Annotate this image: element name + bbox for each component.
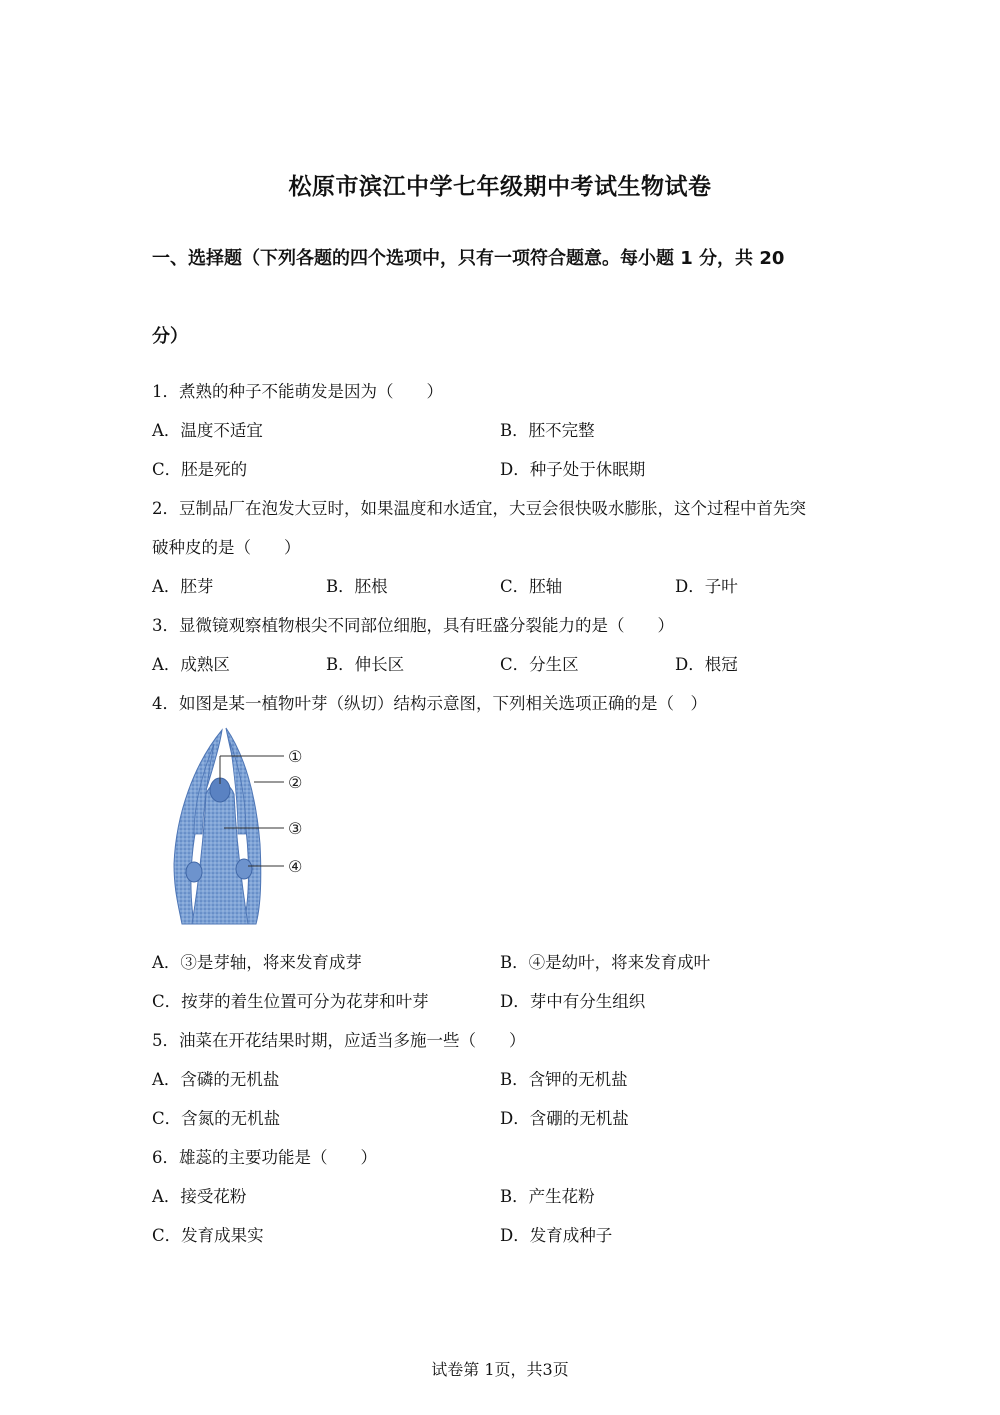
question-5-option-a[interactable]: A．含磷的无机盐 [152, 1070, 280, 1089]
question-2-option-d[interactable]: D．子叶 [675, 577, 738, 596]
question-2-option-b[interactable]: B．胚根 [326, 577, 388, 596]
question-3-option-a[interactable]: A．成熟区 [152, 655, 230, 674]
question-5-option-d[interactable]: D．含硼的无机盐 [500, 1109, 629, 1128]
figure-label-3: ③ [288, 819, 303, 838]
question-5-stem: 5．油菜在开花结果时期，应适当多施一些（ ） [152, 1031, 526, 1050]
question-1-option-c[interactable]: C．胚是死的 [152, 460, 248, 479]
figure-label-1: ① [288, 747, 303, 766]
question-5-option-b[interactable]: B．含钾的无机盐 [500, 1070, 628, 1089]
question-4-option-c[interactable]: C．按芽的着生位置可分为花芽和叶芽 [152, 992, 429, 1011]
figure-label-4: ④ [288, 857, 303, 876]
question-1-option-b[interactable]: B．胚不完整 [500, 421, 595, 440]
question-6-stem: 6．雄蕊的主要功能是（ ） [152, 1148, 377, 1167]
question-4-option-a[interactable]: A．③是芽轴，将来发育成芽 [152, 953, 362, 972]
question-4-stem: 4．如图是某一植物叶芽（纵切）结构示意图，下列相关选项正确的是（ ） [152, 694, 707, 713]
question-1-option-d[interactable]: D．种子处于休眠期 [500, 460, 646, 479]
question-2-option-c[interactable]: C．胚轴 [500, 577, 563, 596]
figure-label-2: ② [288, 773, 303, 792]
question-6-option-b[interactable]: B．产生花粉 [500, 1187, 595, 1206]
question-2-stem-line2: 破种皮的是（ ） [152, 538, 301, 557]
question-5-option-c[interactable]: C．含氮的无机盐 [152, 1109, 281, 1128]
page-footer: 试卷第 1页，共3页 [431, 1360, 569, 1379]
question-6-option-d[interactable]: D．发育成种子 [500, 1226, 613, 1245]
question-2-stem-line1: 2．豆制品厂在泡发大豆时，如果温度和水适宜，大豆会很快吸水膨胀，这个过程中首先突 [152, 499, 806, 518]
question-6-option-c[interactable]: C．发育成果实 [152, 1226, 264, 1245]
question-4-option-d[interactable]: D．芽中有分生组织 [500, 992, 646, 1011]
question-3-option-d[interactable]: D．根冠 [675, 655, 738, 674]
question-4-option-b[interactable]: B．④是幼叶，将来发育成叶 [500, 953, 711, 972]
question-1-stem: 1．煮熟的种子不能萌发是因为（ ） [152, 382, 443, 401]
section-heading-line1: 一、选择题（下列各题的四个选项中，只有一项符合题意。每小题 1 分，共 20 [152, 248, 785, 269]
section-heading-line2: 分） [152, 326, 188, 347]
question-2-option-a[interactable]: A．胚芽 [152, 577, 214, 596]
leaf-bud-diagram [164, 724, 314, 929]
question-1-option-a[interactable]: A．温度不适宜 [152, 421, 263, 440]
question-3-stem: 3．显微镜观察植物根尖不同部位细胞，具有旺盛分裂能力的是（ ） [152, 616, 674, 635]
question-3-option-b[interactable]: B．伸长区 [326, 655, 405, 674]
page-title: 松原市滨江中学七年级期中考试生物试卷 [288, 174, 712, 200]
question-3-option-c[interactable]: C．分生区 [500, 655, 579, 674]
question-6-option-a[interactable]: A．接受花粉 [152, 1187, 247, 1206]
